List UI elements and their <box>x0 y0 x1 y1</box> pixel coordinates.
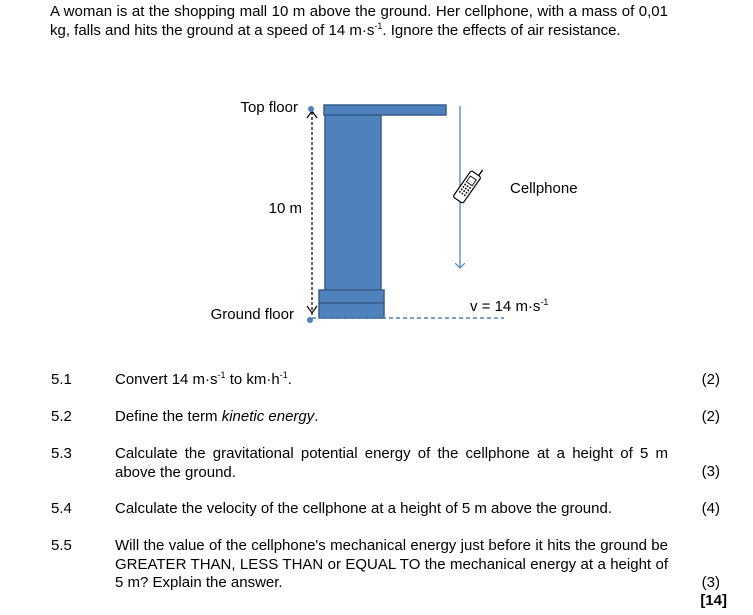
ground-floor-label: Ground floor <box>210 306 294 323</box>
question-marks: (2) <box>701 408 720 425</box>
cellphone-icon <box>453 165 485 204</box>
question-text: Define the term kinetic energy. <box>115 408 319 425</box>
intro-text-2: . Ignore the effects of air resistance. <box>382 21 621 39</box>
velocity-label-text: v = 14 m·s <box>470 298 541 315</box>
intro-text-1: A woman is at the shopping mall 10 m above the ground. Her cellphone, with a mass of 0,01 kg, falls and hits the ground at a speed of 14 m·s <box>50 3 668 39</box>
question-number: 5.2 <box>51 408 72 425</box>
top-endpoint-dot <box>308 106 314 112</box>
question-text: Will the value of the cellphone's mechanical energy just before it hits the ground be GREATER THAN, LESS THAN or EQUAL TO the mechanical energy at a height of 5 m? Explain the answer. <box>115 537 668 591</box>
question-text: Calculate the gravitational potential energy of the cellphone at a height of 5 m above the ground. <box>115 445 668 481</box>
total-marks: [14] <box>700 592 727 609</box>
building-column <box>325 115 381 290</box>
question-marks: (3) <box>701 463 720 480</box>
velocity-label <box>470 297 548 315</box>
question-number: 5.1 <box>51 371 72 388</box>
intro-superscript: -1 <box>374 20 383 31</box>
height-measurement <box>307 106 317 323</box>
question-marks: (2) <box>701 371 720 388</box>
building <box>319 105 446 318</box>
velocity-superscript: -1 <box>540 297 549 307</box>
question-number: 5.3 <box>51 445 72 462</box>
top-floor-label: Top floor <box>240 99 298 116</box>
question-marks: (4) <box>701 500 720 517</box>
height-label: 10 m <box>268 200 302 217</box>
question-marks: (3) <box>701 574 720 591</box>
question-number: 5.5 <box>51 537 72 554</box>
question-text: Calculate the velocity of the cellphone at a height of 5 m above the ground. <box>115 500 612 517</box>
building-base-lower <box>319 303 384 318</box>
question-text: Convert 14 $m\cdot s^{-1}$ to $km\cdot h^{-1}$. <box>115 370 292 388</box>
cellphone-label: Cellphone <box>510 180 578 197</box>
question-number: 5.4 <box>51 500 72 517</box>
building-base-upper <box>319 290 384 303</box>
top-floor-ledge <box>324 105 446 115</box>
